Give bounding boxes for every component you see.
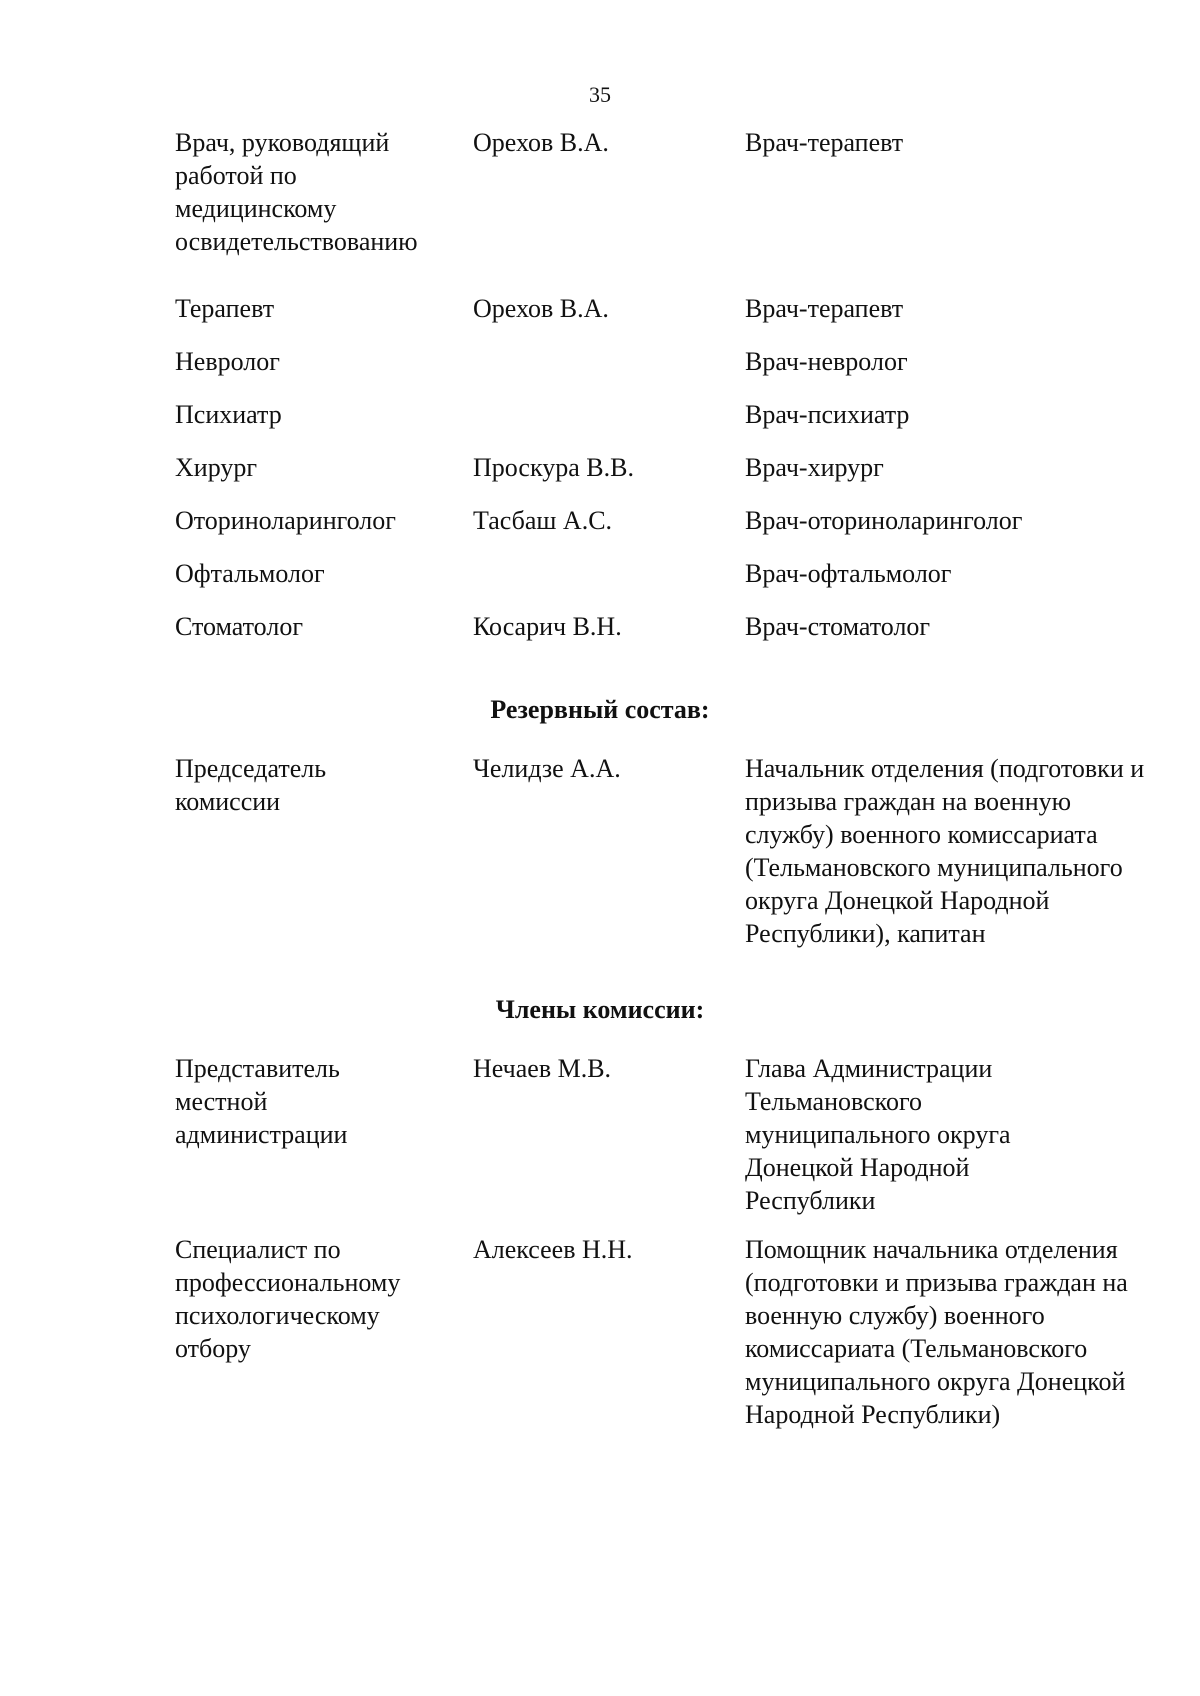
position-cell: Врач-оториноларинголог bbox=[745, 506, 1023, 535]
name-cell: Косарич В.Н. bbox=[473, 612, 622, 641]
role-cell: Представитель местной администрации bbox=[175, 1054, 348, 1149]
position-cell: Врач-терапевт bbox=[745, 294, 904, 323]
position-cell: Врач-невролог bbox=[745, 347, 908, 376]
section-heading-members: Члены комиссии: bbox=[495, 995, 705, 1024]
position-cell: Врач-офтальмолог bbox=[745, 559, 952, 588]
position-cell: Глава Администрации Тельмановского муниципального округа Донецкой Народной Республики bbox=[745, 1054, 1011, 1215]
position-cell: Врач-психиатр bbox=[745, 400, 910, 429]
role-cell: Хирург bbox=[175, 453, 258, 482]
page-number: 35 bbox=[589, 82, 611, 107]
role-cell: Невролог bbox=[175, 347, 280, 376]
table-row bbox=[0, 126, 1200, 258]
position-cell: Врач-хирург bbox=[745, 453, 884, 482]
role-cell: Стоматолог bbox=[175, 612, 303, 641]
role-cell: Председатель комиссии bbox=[175, 754, 327, 816]
position-cell: Помощник начальника отделения (подготовки и призыва граждан на военную службу) военного комиссариата (Тельмановского муниципального округа Донецкой Народной Республики) bbox=[745, 1235, 1128, 1429]
position-cell: Начальник отделения (подготовки и призыва граждан на военную службу) военного комиссариата (Тельмановского муниципального округа Донецкой Народной Республики), капитан bbox=[745, 754, 1145, 948]
name-cell: Проскура В.В. bbox=[473, 453, 634, 482]
role-cell: Офтальмолог bbox=[175, 559, 325, 588]
name-cell: Нечаев М.В. bbox=[473, 1054, 612, 1083]
role-cell: Терапевт bbox=[175, 294, 275, 323]
role-cell: Врач, руководящий работой по медицинскому освидетельствованию bbox=[175, 128, 418, 256]
position-cell: Врач-стоматолог bbox=[745, 612, 931, 641]
name-cell: Челидзе А.А. bbox=[473, 754, 621, 783]
name-cell: Тасбаш А.С. bbox=[473, 506, 613, 535]
name-cell: Орехов В.А. bbox=[473, 128, 609, 157]
position-cell: Врач-терапевт bbox=[745, 128, 904, 157]
name-cell: Орехов В.А. bbox=[473, 294, 609, 323]
role-cell: Психиатр bbox=[175, 400, 282, 429]
name-cell: Алексеев Н.Н. bbox=[473, 1235, 633, 1264]
role-cell: Оториноларинголог bbox=[175, 506, 396, 535]
section-heading-reserve: Резервный состав: bbox=[490, 695, 710, 724]
role-cell: Специалист по профессиональному психологическому отбору bbox=[175, 1235, 401, 1363]
